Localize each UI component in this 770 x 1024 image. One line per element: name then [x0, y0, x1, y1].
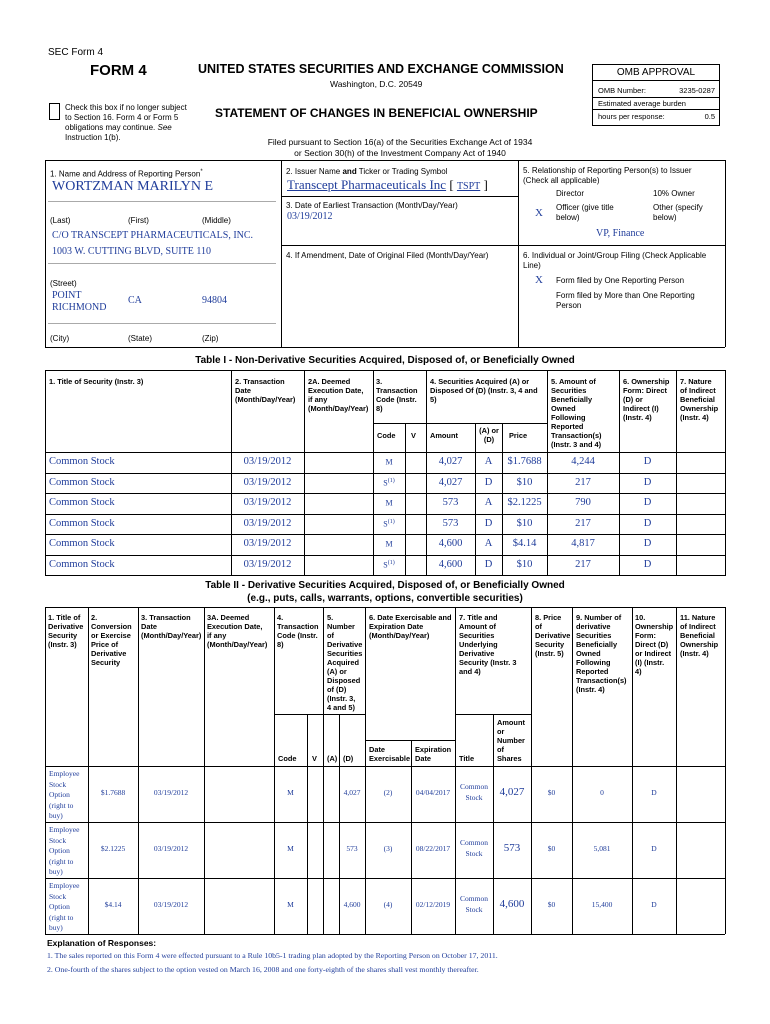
t1-row-amount: 4,027	[438, 456, 463, 467]
box6-label: 6. Individual or Joint/Group Filing (Check Applicable Line)	[523, 251, 707, 270]
commission-title: UNITED STATES SECURITIES AND EXCHANGE COMMISSION	[198, 62, 564, 76]
t2-row-form: D	[651, 900, 657, 909]
t2-col11-header: 11. Nature of Indirect Beneficial Ownership (Instr. 4)	[680, 613, 719, 658]
explanation-title: Explanation of Responses:	[47, 938, 157, 948]
t1-row-owned: 4,817	[571, 538, 595, 549]
box2-label: 2. Issuer Name and Ticker or Trading Symbol	[286, 167, 448, 176]
t1-row-title: Common Stock	[49, 558, 115, 570]
officer-title: VP, Finance	[596, 228, 645, 239]
t2-row-title: Employee Stock Option (right to buy)	[49, 825, 80, 876]
more-than-one-option[interactable]: Form filed by More than One Reporting Person	[556, 291, 695, 310]
first-label: (First)	[128, 216, 149, 225]
t1-col6-header: 6. Ownership Form: Direct (D) or Indirect (I) (Instr. 4)	[623, 377, 670, 422]
t1-row-owned: 4,244	[571, 456, 595, 467]
zip-label: (Zip)	[202, 334, 219, 343]
t1-row-ad: A	[484, 497, 493, 508]
t1-row-date: 03/19/2012	[243, 456, 292, 467]
city-value: POINT RICHMOND	[52, 290, 107, 313]
t1-row-ad: A	[484, 538, 493, 549]
t2-row-deriv-price: $0	[547, 844, 556, 853]
t1-row-title: Common Stock	[49, 456, 115, 467]
director-option[interactable]: Director	[556, 189, 585, 198]
t2-row-deriv-price: $0	[547, 788, 556, 797]
see-italic: See	[157, 123, 172, 132]
t2-row-d: 4,027	[343, 788, 361, 797]
footnote-2: 2. One-fourth of the shares subject to the option vested on March 16, 2008 and one forty-eighth of the shares shall vest monthly thereafter.	[47, 965, 479, 974]
t1-row-form: D	[643, 558, 652, 570]
omb-title: OMB APPROVAL	[593, 65, 719, 81]
checkbox-instructions	[65, 103, 195, 143]
checkbox-text-line: to Section 16. Form 4 or Form 5	[65, 113, 179, 122]
t1-row-form: D	[643, 476, 652, 488]
t1-row-amount: 4,027	[438, 476, 463, 488]
t1-row-title: Common Stock	[49, 538, 115, 549]
t2-row-exercisable: (3)	[383, 844, 393, 853]
filed-pursuant	[230, 137, 570, 159]
t2-row-date: 03/19/2012	[153, 900, 189, 909]
t2-row-expiration: 08/22/2017	[415, 844, 451, 853]
t2-row-form: D	[651, 844, 657, 853]
omb-approval-box	[592, 64, 720, 126]
t1-col2-header: 2. Transaction Date (Month/Day/Year)	[235, 377, 296, 404]
t2-row-price: $4.14	[104, 900, 122, 909]
t2-row-underlying-title: Common Stock	[460, 894, 488, 914]
middle-label: (Middle)	[202, 216, 231, 225]
t2-col5-header: 5. Number of Derivative Securities Acquired (A) or Disposed of (D) (Instr. 3, 4 and 5)	[327, 613, 363, 712]
table1-title: Table I - Non-Derivative Securities Acquired, Disposed of, or Beneficially Owned	[195, 355, 575, 366]
omb-burden-label: Estimated average burden	[598, 99, 686, 108]
t2-row-form: D	[651, 788, 657, 797]
t1-row-code: M	[385, 498, 393, 508]
officer-option[interactable]: Officer (give title below)	[556, 203, 614, 222]
t1-row-price: $10	[516, 517, 533, 529]
t1-row-price: $2.1225	[507, 497, 542, 508]
t1-row-price: $10	[516, 558, 533, 570]
t1-row-owned: 217	[575, 517, 591, 529]
t2-col1-header: 1. Title of Derivative Security (Instr. 3)	[48, 613, 84, 649]
t2-row-exercisable: (4)	[383, 900, 393, 909]
t1-row-title: Common Stock	[49, 517, 115, 529]
omb-hours-value: 0.5	[704, 112, 715, 121]
t1-row-amount: 573	[442, 517, 459, 529]
t1-row-amount: 4,600	[438, 538, 463, 549]
t1-amount-header: Amount	[430, 431, 458, 440]
t1-row-amount: 4,600	[438, 558, 463, 570]
t2-row-code: M	[287, 844, 294, 853]
t1-row-price: $10	[516, 476, 533, 488]
last-label: (Last)	[50, 216, 71, 225]
box4-label: 4. If Amendment, Date of Original Filed (Month/Day/Year)	[286, 251, 489, 260]
t1-row-owned: 790	[575, 497, 591, 508]
t1-col2a-header: 2A. Deemed Execution Date, if any (Month/Day/Year)	[308, 377, 369, 413]
t2-col7-header: 7. Title and Amount of Securities Underlying Derivative Security (Instr. 3 and 4)	[459, 613, 517, 676]
t1-row-price: $1.7688	[507, 456, 542, 467]
other-option[interactable]: Other (specify below)	[653, 203, 703, 222]
t1-row-date: 03/19/2012	[243, 497, 292, 508]
t2-col6-header: 6. Date Exercisable and Expiration Date (Month/Day/Year)	[369, 613, 452, 640]
one-reporting-person-option[interactable]: Form filed by One Reporting Person	[556, 276, 685, 285]
t2-col2-header: 2. Conversion or Exercise Price of Derivative Security	[91, 613, 132, 667]
t1-col4-header: 4. Securities Acquired (A) or Disposed Of (D) (Instr. 3, 4 and 5)	[430, 377, 538, 404]
t1-col7-header: 7. Nature of Indirect Beneficial Ownership (Instr. 4)	[680, 377, 719, 422]
state-label: (State)	[128, 334, 153, 343]
ten-percent-owner-option[interactable]: 10% Owner	[653, 189, 695, 198]
t1-row-form: D	[643, 538, 652, 549]
t1-row-ad: D	[484, 517, 493, 529]
form-title: FORM 4	[90, 62, 147, 79]
footnote-1: 1. The sales reported on this Form 4 were effected pursuant to a Rule 10b5-1 trading plan adopted by the Reporting Person on October 17, 2011.	[47, 951, 498, 960]
t2-col8-header: 8. Price of Derivative Security (Instr. 5)	[535, 613, 571, 658]
t2-col3-header: 3. Transaction Date (Month/Day/Year)	[141, 613, 202, 640]
checkbox-text-line: Check this box if no longer subject	[65, 103, 187, 112]
earliest-transaction-date: 03/19/2012	[287, 211, 333, 222]
omb-number-value: 3235-0287	[679, 86, 715, 95]
t1-code-header: Code	[377, 431, 396, 440]
t2-row-underlying-amount: 4,027	[499, 786, 525, 798]
t2-row-code: M	[287, 788, 294, 797]
t2-amount-header: Amount or Number of Shares	[497, 718, 525, 763]
state-value: CA	[128, 295, 142, 306]
t1-row-ad: D	[484, 476, 493, 488]
t1-row-code: M	[385, 457, 393, 467]
t2-col9-header: 9. Number of derivative Securities Beneficially Owned Following Reported Transaction(s) (Instr. 4)	[576, 613, 627, 694]
t1-row-code: M	[385, 539, 393, 549]
t1-row-code: $S^{(1)}$	[383, 477, 395, 488]
ticker-symbol: TSPT	[456, 181, 481, 192]
t2-row-title: Employee Stock Option (right to buy)	[49, 769, 80, 820]
officer-check-mark: X	[535, 207, 543, 219]
box1-label: 1. Name and Address of Reporting Person*	[50, 169, 203, 179]
no-longer-subject-checkbox[interactable]	[49, 103, 60, 120]
t1-row-price: $4.14	[512, 538, 537, 549]
reporting-person-name: WORTZMAN MARILYN E	[52, 179, 214, 194]
zip-value: 94804	[202, 295, 227, 306]
sec-form-label: SEC Form 4	[48, 47, 104, 58]
t2-row-price: $2.1225	[100, 844, 126, 853]
t1-row-code: $S^{(1)}$	[383, 559, 395, 570]
checkbox-text-line: Instruction 1(b).	[65, 133, 121, 142]
t2-expiration-header: Expiration Date	[415, 745, 452, 763]
t2-a-header: (A)	[327, 754, 338, 763]
t2-title-header: Title	[459, 754, 475, 763]
t1-row-form: D	[643, 517, 652, 529]
t2-row-d: 573	[346, 844, 358, 853]
address-line-2: 1003 W. CUTTING BLVD, SUITE 110	[52, 246, 211, 257]
t2-row-owned: 15,400	[591, 900, 613, 909]
t1-row-amount: 573	[442, 497, 459, 508]
t2-row-date: 03/19/2012	[153, 844, 189, 853]
t1-price-header: Price	[509, 431, 528, 440]
t2-d-header: (D)	[343, 754, 354, 763]
t2-row-expiration: 04/04/2017	[415, 788, 451, 797]
t2-code-header: Code	[278, 754, 297, 763]
t1-row-owned: 217	[575, 476, 591, 488]
omb-number-label: OMB Number:	[598, 86, 646, 95]
t1-ad-header: (A) or (D)	[479, 426, 499, 444]
t2-row-owned: 5,081	[593, 844, 611, 853]
t2-date-exercisable-header: Date Exercisable	[369, 745, 411, 763]
t1-col3-header: 3. Transaction Code (Instr. 8)	[376, 377, 418, 413]
t2-row-deriv-price: $0	[547, 900, 556, 909]
omb-hours-label: hours per response:	[598, 112, 665, 121]
t1-row-form: D	[643, 456, 652, 467]
t2-row-underlying-title: Common Stock	[460, 838, 488, 858]
t2-col3a-header: 3A. Deemed Execution Date, if any (Month/Day/Year)	[207, 613, 268, 649]
table2-title: Table II - Derivative Securities Acquired, Disposed of, or Beneficially Owned (e.g., puts, calls, warrants, options, convertible securities)	[205, 580, 565, 604]
t2-row-underlying-amount: 4,600	[499, 898, 525, 910]
t1-row-ad: D	[484, 558, 493, 570]
t1-row-form: D	[643, 497, 652, 508]
t2-row-owned: 0	[600, 788, 604, 797]
t2-row-date: 03/19/2012	[153, 788, 189, 797]
t2-row-price: $1.7688	[100, 788, 126, 797]
t1-row-ad: A	[484, 456, 493, 467]
statement-title: STATEMENT OF CHANGES IN BENEFICIAL OWNERSHIP	[215, 106, 538, 120]
t1-v-header: V	[411, 431, 416, 440]
t1-col5-header: 5. Amount of Securities Beneficially Owned Following Reported Transaction(s) (Instr. 3 and 4)	[551, 377, 602, 449]
address-line-1: C/O TRANSCEPT PHARMACEUTICALS, INC.	[52, 230, 254, 241]
issuer-name: Transcept Pharmaceuticals Inc [ TSPT ]	[287, 177, 488, 192]
one-person-check-mark: X	[535, 274, 543, 286]
t1-row-date: 03/19/2012	[243, 558, 292, 570]
t2-col4-header: 4. Transaction Code (Instr. 8)	[277, 613, 319, 649]
filed-line: Filed pursuant to Section 16(a) of the Securities Exchange Act of 1934	[267, 137, 533, 147]
t1-row-title: Common Stock	[49, 476, 115, 488]
t2-v-header: V	[312, 754, 317, 763]
box3-label: 3. Date of Earliest Transaction (Month/Day/Year)	[286, 201, 458, 210]
street-label: (Street)	[50, 279, 77, 288]
t1-row-owned: 217	[575, 558, 591, 570]
t1-row-date: 03/19/2012	[243, 538, 292, 549]
t2-row-exercisable: (2)	[383, 788, 393, 797]
t2-col10-header: 10. Ownership Form: Direct (D) or Indirect (I) (Instr. 4)	[635, 613, 674, 676]
t1-row-title: Common Stock	[49, 497, 115, 508]
t2-row-d: 4,600	[343, 900, 361, 909]
t1-row-date: 03/19/2012	[243, 476, 292, 488]
checkbox-text-line: obligations may continue.	[65, 123, 156, 132]
t1-col1-header: 1. Title of Security (Instr. 3)	[49, 377, 144, 386]
t1-row-date: 03/19/2012	[243, 517, 292, 529]
t2-row-underlying-amount: 573	[503, 842, 521, 854]
filed-line: or Section 30(h) of the Investment Company Act of 1940	[294, 148, 506, 158]
t1-row-code: $S^{(1)}$	[383, 518, 395, 529]
t2-row-code: M	[287, 900, 294, 909]
t2-row-title: Employee Stock Option (right to buy)	[49, 881, 80, 932]
city-label: (City)	[50, 334, 70, 343]
t2-row-expiration: 02/12/2019	[415, 900, 451, 909]
t2-row-underlying-title: Common Stock	[460, 782, 488, 802]
box5-label: 5. Relationship of Reporting Person(s) to Issuer (Check all applicable)	[523, 166, 692, 185]
commission-location: Washington, D.C. 20549	[330, 79, 423, 89]
